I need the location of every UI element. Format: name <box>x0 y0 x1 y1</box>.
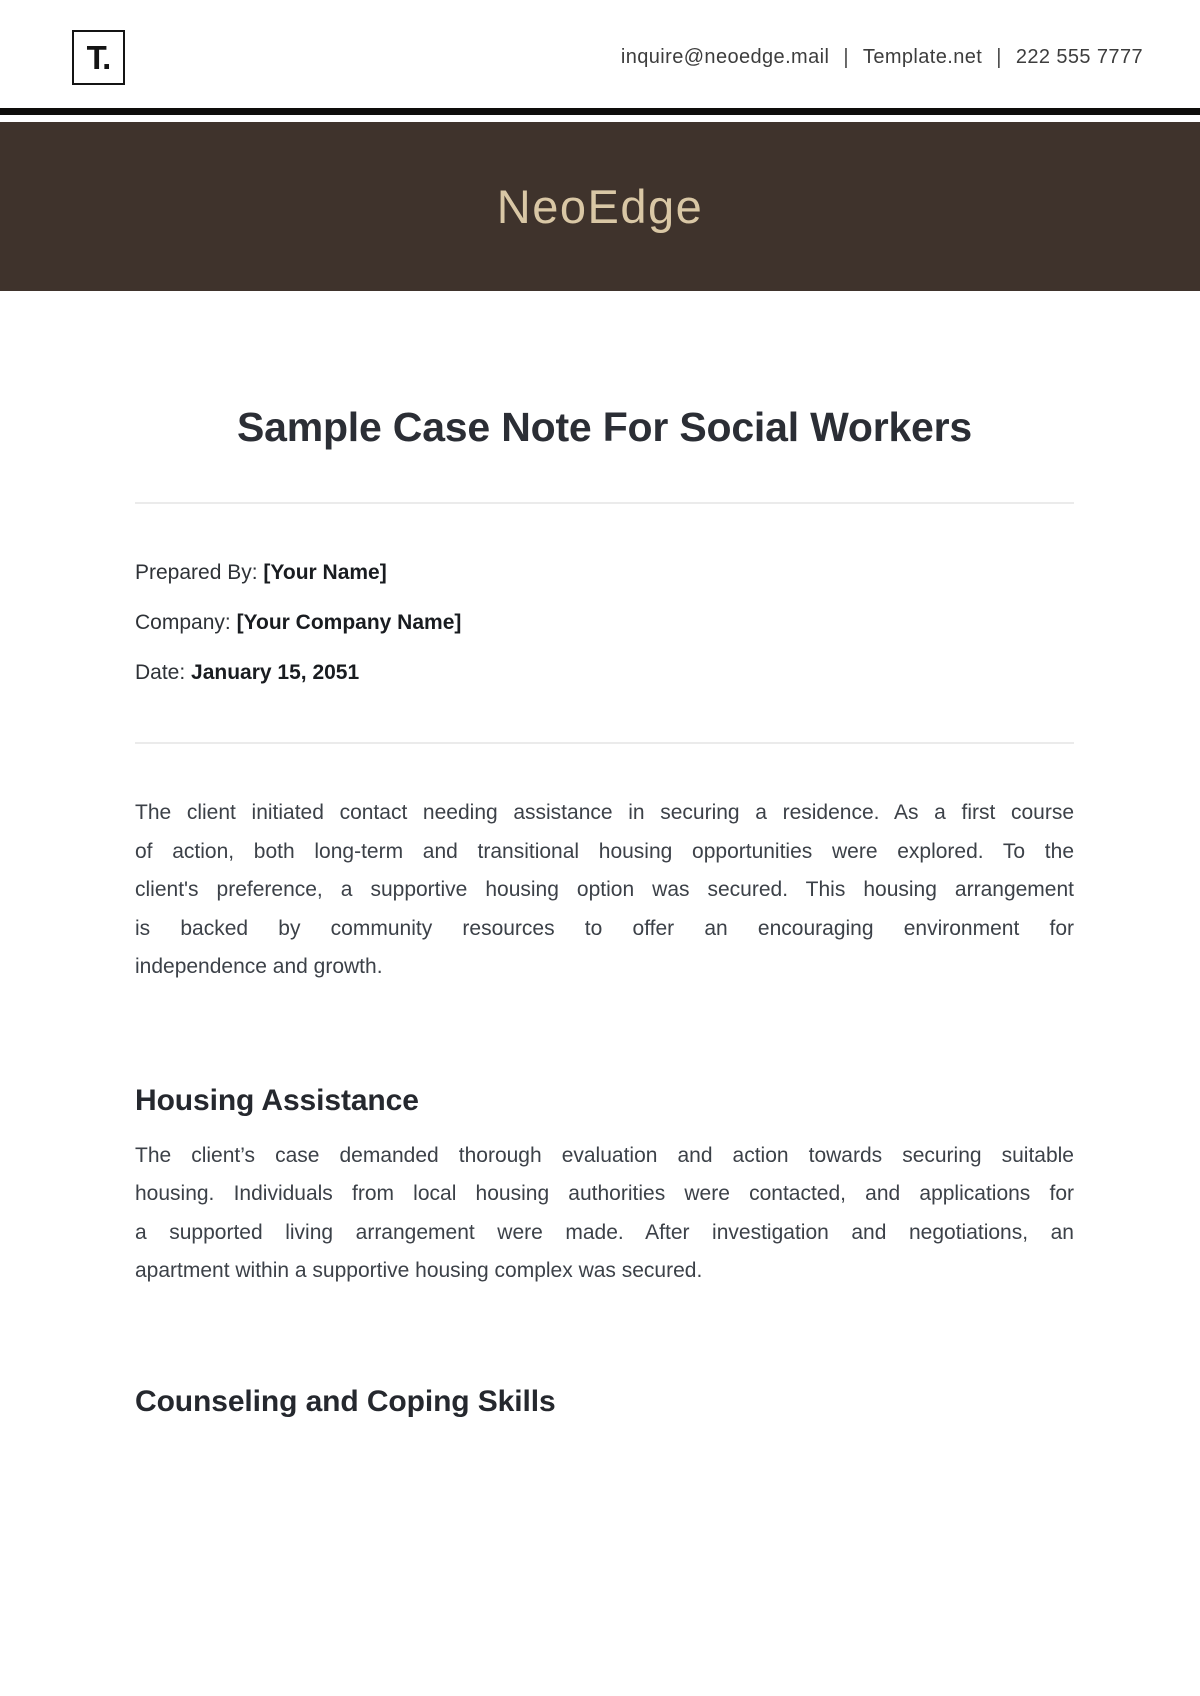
meta-row-prepared-by <box>135 548 1074 598</box>
paragraph-line: client's preference, a supportive housing option was secured. This housing arrangement <box>135 878 1074 901</box>
page-title: Sample Case Note For Social Workers <box>236 404 973 450</box>
letterhead-header <box>0 0 1200 108</box>
paragraph-line: The client’s case demanded thorough evaluation and action towards securing suitable <box>135 1143 1074 1167</box>
intro-paragraph <box>135 794 1074 987</box>
meta-value: [Your Name] <box>263 561 387 584</box>
paragraph-line: apartment within a supportive housing complex was secured. <box>135 1259 703 1282</box>
meta-block <box>135 548 1074 698</box>
paragraph-line: is backed by community resources to offer an encouraging environment for <box>135 916 1074 940</box>
document-body <box>135 403 1074 1420</box>
meta-value: [Your Company Name] <box>236 611 462 634</box>
section-heading-housing-assistance: Housing Assistance <box>135 1083 419 1117</box>
brand-logo <box>72 30 125 85</box>
header-rule <box>0 108 1200 115</box>
contact-phone: 222 555 7777 <box>1015 46 1143 68</box>
meta-row-company <box>135 598 1074 648</box>
paragraph-line: housing. Individuals from local housing authorities were contacted, and applications for <box>135 1182 1074 1205</box>
housing-assistance-paragraph <box>135 1137 1074 1291</box>
meta-label: Prepared By: <box>135 561 258 584</box>
meta-label: Company: <box>135 611 231 634</box>
contact-info <box>621 46 1143 69</box>
divider-top <box>135 502 1074 504</box>
paragraph-line: independence and growth. <box>135 955 383 978</box>
meta-row-date <box>135 648 1074 698</box>
section-heading-counseling-coping-skills: Counseling and Coping Skills <box>135 1384 556 1418</box>
contact-separator: | <box>996 45 1002 69</box>
contact-website: Template.net <box>862 46 983 68</box>
brand-banner <box>0 122 1200 291</box>
meta-label: Date: <box>135 661 186 684</box>
logo-text: T. <box>86 39 111 76</box>
paragraph-line: The client initiated contact needing assistance in securing a residence. As a first course <box>135 801 1074 824</box>
paragraph-line: of action, both long-term and transitional housing opportunities were explored. To the <box>135 839 1074 863</box>
paragraph-line: a supported living arrangement were made. After investigation and negotiations, an <box>135 1220 1074 1244</box>
meta-value: January 15, 2051 <box>191 661 360 684</box>
contact-separator: | <box>843 45 849 69</box>
header-rule-gap <box>0 115 1200 122</box>
contact-email: inquire@neoedge.mail <box>620 46 830 68</box>
divider-meta <box>135 742 1074 744</box>
brand-name: NeoEdge <box>496 180 704 233</box>
